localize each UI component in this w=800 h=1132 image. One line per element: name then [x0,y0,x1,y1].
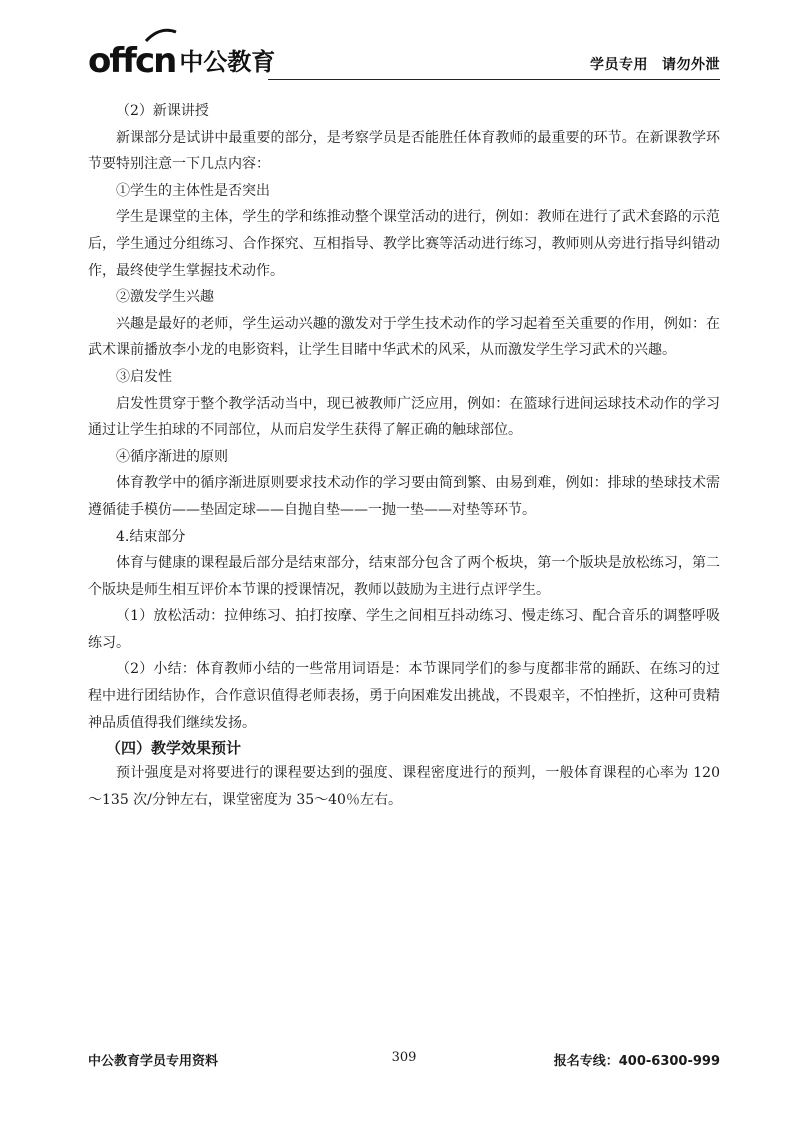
subheading-ending: 4.结束部分 [116,528,186,545]
page-number: 309 [391,1050,417,1065]
paragraph: 启发性贯穿于整个教学活动当中，现已被教师广泛应用，例如：在篮球行进间运球技术动作的学习通过让学生拍球的不同部位，从而启发学生获得了解正确的触球部位。 [88,395,720,439]
point-heading: ②激发学生兴趣 [116,289,214,306]
page-header [88,36,720,80]
point-heading: ①学生的主体性是否突出 [116,182,270,199]
header-notice [590,54,720,74]
subheading-new-lesson: （2）新课讲授 [116,103,209,119]
page-footer [88,1050,720,1074]
header-notice-a: 学员专用 [590,57,648,73]
logo-arc-icon [144,28,178,42]
header-divider [268,79,720,80]
paragraph: （1）放松活动：拉伸练习、拍打按摩、学生之间相互抖动练习、慢走练习、配合音乐的调整呼吸练习。 [88,608,720,651]
paragraph: 兴趣是最好的老师，学生运动兴趣的激发对于学生技术动作的学习起着至关重要的作用，例如：在武术课前播放李小龙的电影资料，让学生目睹中华武术的风采，从而激发学生学习武术的兴趣。 [88,315,720,359]
point-heading: ④循序渐进的原则 [116,448,228,465]
paragraph: 体育与健康的课程最后部分是结束部分，结束部分包含了两个板块，第一个版块是放松练习，第二个版块是师生相互评价本节课的授课情况，教师以鼓励为主进行点评学生。 [88,555,720,598]
header-notice-b: 请勿外泄 [662,57,720,73]
paragraph: 预计强度是对将要进行的课程要达到的强度、课程密度进行的预判，一般体育课程的心率为 120～135 次/分钟左右，课堂密度为 35～40％左右。 [88,765,720,808]
paragraph: （2）小结：体育教师小结的一些常用词语是：本节课同学们的参与度都非常的踊跃、在练习的过程中进行团结协作，合作意识值得老师表扬，勇于向困难发出挑战，不畏艰辛，不怕挫折，这种可贵精神品质值得我们继续发扬。 [88,661,720,731]
page-body [88,98,720,813]
footer-hotline: 报名专线：400-6300-999 [553,1054,720,1069]
point-heading: ③启发性 [116,368,172,385]
offcn-logo [88,38,276,81]
section-title: （四）教学效果预计 [106,739,242,758]
paragraph: 学生是课堂的主体，学生的学和练推动整个课堂活动的进行，例如：教师在进行了武术套路的示范后，学生通过分组练习、合作探究、互相指导、教学比赛等活动进行练习，教师则从旁进行指导纠错动作，最终使学生掌握技术动作。 [88,209,720,279]
logo-latin-text: offcn [88,41,176,81]
footer-source: 中公教育学员专用资料 [88,1054,219,1069]
paragraph: 新课部分是试讲中最重要的部分，是考察学员是否能胜任体育教师的最重要的环节。在新课教学环节要特别注意一下几点内容： [88,129,720,173]
paragraph: 体育教学中的循序渐进原则要求技术动作的学习要由简到繁、由易到难，例如：排球的垫球技术需遵循徒手模仿——垫固定球——自抛自垫——一抛一垫——对垫等环节。 [88,475,720,518]
logo-cn-text: 中公教育 [179,48,276,76]
